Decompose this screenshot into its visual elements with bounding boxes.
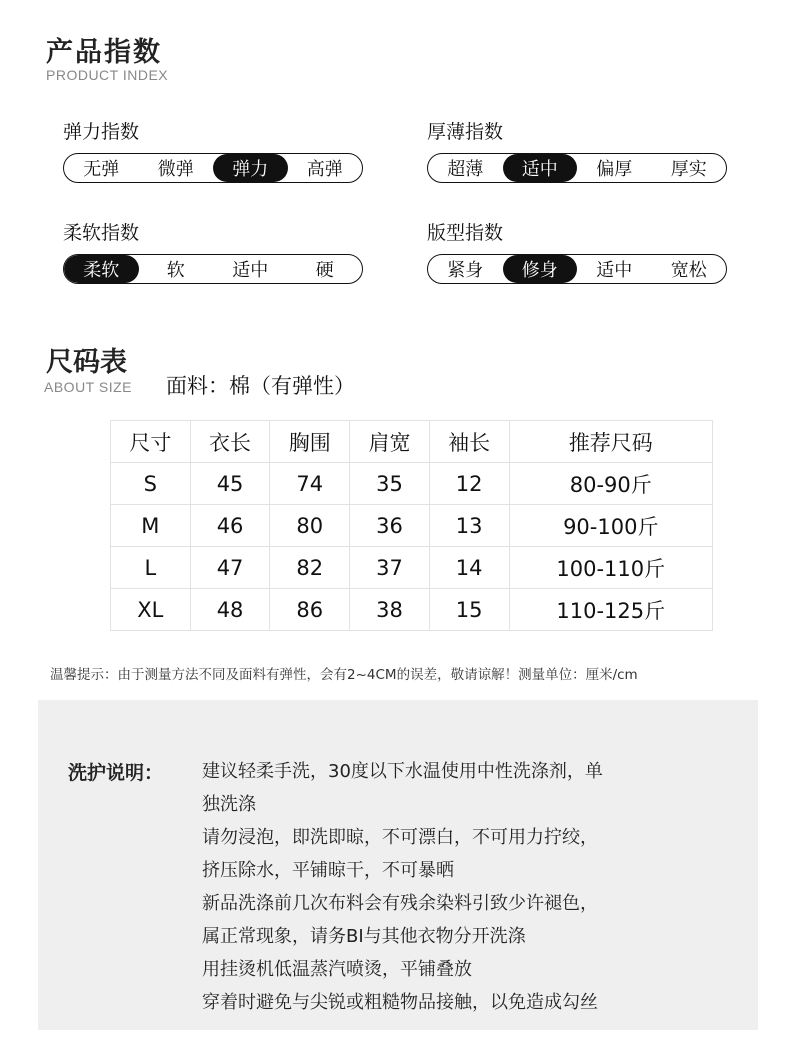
table-cell: 82: [270, 547, 350, 589]
index-option: 适中: [232, 260, 269, 281]
product-index-subtitle: PRODUCT INDEX: [46, 67, 169, 83]
index-softness: [63, 218, 363, 284]
index-option: 微弹: [157, 159, 194, 180]
table-cell: 36: [350, 505, 430, 547]
wash-line: 建议轻柔手洗，30度以下水温使用中性洗涤剂，单: [202, 761, 603, 782]
table-cell: 12: [429, 463, 509, 505]
index-option: 硬: [315, 260, 334, 281]
index-pill: [427, 254, 727, 284]
table-cell: 46: [190, 505, 270, 547]
index-option: 偏厚: [596, 159, 633, 180]
table-cell: S: [111, 463, 191, 505]
index-option: 修身: [503, 255, 578, 283]
table-cell: 47: [190, 547, 270, 589]
index-option: 无弹: [83, 159, 120, 180]
wash-line: 独洗涤: [202, 794, 256, 815]
fabric-info: 面料：棉（有弹性）: [166, 374, 355, 398]
table-cell: 86: [270, 589, 350, 631]
table-cell: L: [111, 547, 191, 589]
index-option: 宽松: [670, 260, 707, 281]
index-thickness: [427, 117, 727, 183]
wash-line: 用挂烫机低温蒸汽喷烫，平铺叠放: [202, 959, 472, 980]
size-chart-subtitle: ABOUT SIZE: [44, 379, 132, 395]
column-header: 袖长: [429, 421, 509, 463]
index-option: 软: [166, 260, 185, 281]
table-header-row: [111, 421, 713, 463]
table-cell: 74: [270, 463, 350, 505]
index-label: 版型指数: [427, 222, 504, 244]
index-label: 厚薄指数: [427, 121, 504, 143]
column-header: 胸围: [270, 421, 350, 463]
wash-line: 新品洗涤前几次布料会有残余染料引致少许褪色，: [202, 893, 598, 914]
wash-line: 属正常现象，请务BI与其他衣物分开洗涤: [202, 926, 526, 947]
column-header: 推荐尺码: [509, 421, 712, 463]
product-index-title: 产品指数: [46, 37, 162, 68]
index-label: 弹力指数: [63, 121, 140, 143]
wash-line: 请勿浸泡，即洗即晾，不可漂白，不可用力拧绞，: [202, 827, 598, 848]
measurement-note: 温馨提示：由于测量方法不同及面料有弹性，会有2~4CM的误差，敬请谅解！测量单位：厘米/cm: [50, 667, 638, 683]
table-row: [111, 589, 713, 631]
table-cell: 38: [350, 589, 430, 631]
table-row: [111, 505, 713, 547]
table-cell: 13: [429, 505, 509, 547]
size-chart-title: 尺码表: [46, 347, 127, 378]
table-cell: 15: [429, 589, 509, 631]
index-option: 厚实: [670, 159, 707, 180]
table-cell: XL: [111, 589, 191, 631]
index-option: 弹力: [213, 154, 288, 182]
wash-panel: [38, 700, 758, 1030]
index-fit: [427, 218, 727, 284]
index-option: 高弹: [306, 159, 343, 180]
index-option: 紧身: [447, 260, 484, 281]
index-option: 超薄: [447, 159, 484, 180]
table-cell: 80-90斤: [509, 463, 712, 505]
column-header: 衣长: [190, 421, 270, 463]
index-option: 适中: [503, 154, 578, 182]
table-cell: 37: [350, 547, 430, 589]
wash-text: [202, 755, 722, 1019]
table-cell: 35: [350, 463, 430, 505]
wash-line: 挤压除水，平铺晾干，不可暴晒: [202, 860, 454, 881]
index-pill: [63, 153, 363, 183]
column-header: 肩宽: [350, 421, 430, 463]
table-cell: 45: [190, 463, 270, 505]
column-header: 尺寸: [111, 421, 191, 463]
table-cell: 100-110斤: [509, 547, 712, 589]
table-row: [111, 547, 713, 589]
table-cell: M: [111, 505, 191, 547]
wash-title: 洗护说明：: [68, 762, 164, 784]
index-option: 适中: [596, 260, 633, 281]
table-cell: 90-100斤: [509, 505, 712, 547]
wash-line: 穿着时避免与尖锐或粗糙物品接触，以免造成勾丝: [202, 992, 598, 1013]
table-row: [111, 463, 713, 505]
index-label: 柔软指数: [63, 222, 140, 244]
size-table: [110, 420, 713, 631]
index-pill: [63, 254, 363, 284]
table-cell: 80: [270, 505, 350, 547]
table-cell: 14: [429, 547, 509, 589]
index-option: 柔软: [64, 255, 139, 283]
index-elasticity: [63, 117, 363, 183]
table-cell: 110-125斤: [509, 589, 712, 631]
index-pill: [427, 153, 727, 183]
table-cell: 48: [190, 589, 270, 631]
